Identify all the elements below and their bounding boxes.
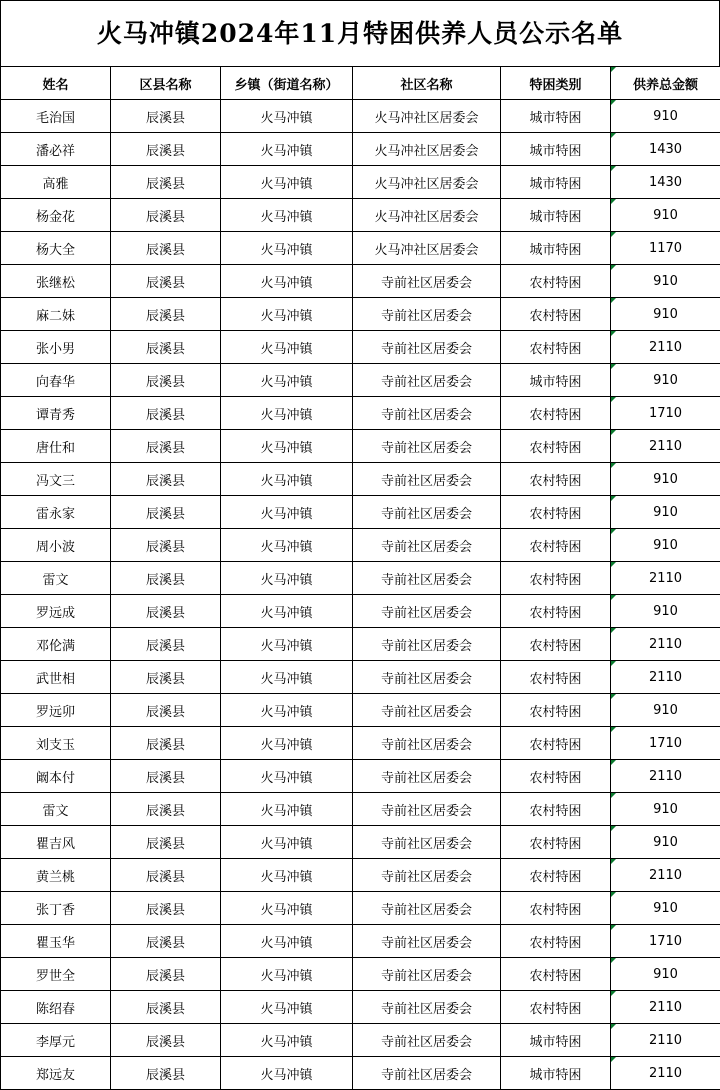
cell-category[interactable]: 农村特困 xyxy=(501,529,611,562)
cell-township[interactable]: 火马冲镇 xyxy=(221,364,353,397)
cell-name[interactable]: 雷永家 xyxy=(1,496,111,529)
table-row xyxy=(1,298,720,331)
cell-county[interactable]: 辰溪县 xyxy=(111,661,221,694)
cell-category[interactable]: 农村特困 xyxy=(501,727,611,760)
cell-community[interactable]: 火马冲社区居委会 xyxy=(353,100,501,133)
cell-name[interactable]: 阚本付 xyxy=(1,760,111,793)
cell-community[interactable]: 火马冲社区居委会 xyxy=(353,199,501,232)
cell-township[interactable]: 火马冲镇 xyxy=(221,496,353,529)
cell-county[interactable]: 辰溪县 xyxy=(111,133,221,166)
table-row xyxy=(1,133,720,166)
cell-name[interactable]: 冯文三 xyxy=(1,463,111,496)
cell-amount[interactable]: 2110 xyxy=(611,1057,720,1090)
cell-township[interactable]: 火马冲镇 xyxy=(221,265,353,298)
cell-name[interactable]: 唐仕和 xyxy=(1,430,111,463)
cell-category[interactable]: 农村特困 xyxy=(501,694,611,727)
cell-category[interactable]: 农村特困 xyxy=(501,760,611,793)
cell-category[interactable]: 农村特困 xyxy=(501,298,611,331)
cell-county[interactable]: 辰溪县 xyxy=(111,628,221,661)
table-row xyxy=(1,628,720,661)
cell-county[interactable]: 辰溪县 xyxy=(111,430,221,463)
cell-name[interactable]: 麻二妹 xyxy=(1,298,111,331)
cell-township[interactable]: 火马冲镇 xyxy=(221,331,353,364)
cell-category[interactable]: 农村特困 xyxy=(501,562,611,595)
cell-name[interactable]: 郑远友 xyxy=(1,1057,111,1090)
table-row xyxy=(1,496,720,529)
table-row xyxy=(1,331,720,364)
cell-amount[interactable]: 910 xyxy=(611,694,720,727)
cell-township[interactable]: 火马冲镇 xyxy=(221,562,353,595)
cell-name[interactable]: 罗世全 xyxy=(1,958,111,991)
cell-county[interactable]: 辰溪县 xyxy=(111,793,221,826)
cell-township[interactable]: 火马冲镇 xyxy=(221,826,353,859)
cell-name[interactable]: 罗远卯 xyxy=(1,694,111,727)
cell-category[interactable]: 农村特困 xyxy=(501,661,611,694)
cell-county[interactable]: 辰溪县 xyxy=(111,166,221,199)
table-row xyxy=(1,991,720,1024)
cell-amount[interactable]: 910 xyxy=(611,100,720,133)
cell-amount[interactable]: 1710 xyxy=(611,925,720,958)
table-header-row xyxy=(1,67,720,100)
cell-county[interactable]: 辰溪县 xyxy=(111,727,221,760)
cell-county[interactable]: 辰溪县 xyxy=(111,463,221,496)
table-row xyxy=(1,694,720,727)
table-body xyxy=(1,100,720,1090)
cell-category[interactable]: 农村特困 xyxy=(501,826,611,859)
cell-name[interactable]: 黄兰桃 xyxy=(1,859,111,892)
cell-community[interactable]: 寺前社区居委会 xyxy=(353,463,501,496)
cell-category[interactable]: 城市特困 xyxy=(501,133,611,166)
cell-name[interactable]: 刘支玉 xyxy=(1,727,111,760)
column-header-name[interactable]: 姓名 xyxy=(1,67,111,100)
cell-county[interactable]: 辰溪县 xyxy=(111,298,221,331)
cell-community[interactable]: 寺前社区居委会 xyxy=(353,760,501,793)
table-row xyxy=(1,793,720,826)
cell-category[interactable]: 农村特困 xyxy=(501,463,611,496)
table-row xyxy=(1,925,720,958)
cell-name[interactable]: 罗远成 xyxy=(1,595,111,628)
cell-name[interactable]: 杨大全 xyxy=(1,232,111,265)
cell-name[interactable]: 瞿玉华 xyxy=(1,925,111,958)
cell-name[interactable]: 武世相 xyxy=(1,661,111,694)
cell-county[interactable]: 辰溪县 xyxy=(111,529,221,562)
cell-county[interactable]: 辰溪县 xyxy=(111,859,221,892)
cell-category[interactable]: 农村特困 xyxy=(501,991,611,1024)
cell-name[interactable]: 李厚元 xyxy=(1,1024,111,1057)
cell-township[interactable]: 火马冲镇 xyxy=(221,991,353,1024)
cell-township[interactable]: 火马冲镇 xyxy=(221,397,353,430)
cell-community[interactable]: 寺前社区居委会 xyxy=(353,925,501,958)
cell-county[interactable]: 辰溪县 xyxy=(111,991,221,1024)
cell-amount[interactable]: 910 xyxy=(611,199,720,232)
cell-community[interactable]: 寺前社区居委会 xyxy=(353,661,501,694)
table-row xyxy=(1,232,720,265)
cell-amount[interactable]: 910 xyxy=(611,463,720,496)
cell-amount[interactable]: 910 xyxy=(611,265,720,298)
cell-name[interactable]: 潘必祥 xyxy=(1,133,111,166)
cell-township[interactable]: 火马冲镇 xyxy=(221,793,353,826)
cell-township[interactable]: 火马冲镇 xyxy=(221,1057,353,1090)
cell-name[interactable]: 陈绍春 xyxy=(1,991,111,1024)
cell-community[interactable]: 火马冲社区居委会 xyxy=(353,133,501,166)
cell-category[interactable]: 城市特困 xyxy=(501,199,611,232)
cell-amount[interactable]: 1710 xyxy=(611,397,720,430)
cell-township[interactable]: 火马冲镇 xyxy=(221,925,353,958)
cell-category[interactable]: 农村特困 xyxy=(501,859,611,892)
cell-community[interactable]: 寺前社区居委会 xyxy=(353,529,501,562)
cell-community[interactable]: 寺前社区居委会 xyxy=(353,826,501,859)
cell-township[interactable]: 火马冲镇 xyxy=(221,694,353,727)
table-row xyxy=(1,265,720,298)
cell-amount[interactable]: 910 xyxy=(611,892,720,925)
cell-township[interactable]: 火马冲镇 xyxy=(221,892,353,925)
table-row xyxy=(1,595,720,628)
table-row xyxy=(1,760,720,793)
cell-amount[interactable]: 910 xyxy=(611,958,720,991)
cell-category[interactable]: 城市特困 xyxy=(501,1024,611,1057)
cell-county[interactable]: 辰溪县 xyxy=(111,199,221,232)
cell-amount[interactable]: 910 xyxy=(611,496,720,529)
cell-county[interactable]: 辰溪县 xyxy=(111,958,221,991)
cell-community[interactable]: 火马冲社区居委会 xyxy=(353,166,501,199)
cell-amount[interactable]: 2110 xyxy=(611,430,720,463)
cell-name[interactable]: 瞿吉风 xyxy=(1,826,111,859)
cell-community[interactable]: 寺前社区居委会 xyxy=(353,562,501,595)
cell-community[interactable]: 寺前社区居委会 xyxy=(353,628,501,661)
cell-county[interactable]: 辰溪县 xyxy=(111,331,221,364)
table-row xyxy=(1,430,720,463)
cell-county[interactable]: 辰溪县 xyxy=(111,100,221,133)
cell-category[interactable]: 城市特困 xyxy=(501,1057,611,1090)
cell-county[interactable]: 辰溪县 xyxy=(111,1057,221,1090)
cell-township[interactable]: 火马冲镇 xyxy=(221,661,353,694)
cell-name[interactable]: 谭青秀 xyxy=(1,397,111,430)
cell-community[interactable]: 寺前社区居委会 xyxy=(353,694,501,727)
page-title: 火马冲镇2024年11月特困供养人员公示名单 xyxy=(0,0,720,66)
cell-county[interactable]: 辰溪县 xyxy=(111,826,221,859)
cell-community[interactable]: 寺前社区居委会 xyxy=(353,727,501,760)
cell-county[interactable]: 辰溪县 xyxy=(111,364,221,397)
cell-township[interactable]: 火马冲镇 xyxy=(221,166,353,199)
cell-amount[interactable]: 2110 xyxy=(611,562,720,595)
table-row xyxy=(1,397,720,430)
cell-community[interactable]: 寺前社区居委会 xyxy=(353,331,501,364)
cell-township[interactable]: 火马冲镇 xyxy=(221,727,353,760)
column-header-county[interactable]: 区县名称 xyxy=(111,67,221,100)
cell-community[interactable]: 寺前社区居委会 xyxy=(353,265,501,298)
column-header-amount[interactable]: 供养总金额 xyxy=(611,67,720,100)
cell-county[interactable]: 辰溪县 xyxy=(111,694,221,727)
cell-category[interactable]: 农村特困 xyxy=(501,958,611,991)
cell-township[interactable]: 火马冲镇 xyxy=(221,298,353,331)
cell-county[interactable]: 辰溪县 xyxy=(111,892,221,925)
table-row xyxy=(1,661,720,694)
table-row xyxy=(1,1057,720,1090)
cell-community[interactable]: 火马冲社区居委会 xyxy=(353,232,501,265)
cell-community[interactable]: 寺前社区居委会 xyxy=(353,958,501,991)
cell-name[interactable]: 毛治国 xyxy=(1,100,111,133)
cell-amount[interactable]: 1430 xyxy=(611,166,720,199)
table-row xyxy=(1,1024,720,1057)
cell-township[interactable]: 火马冲镇 xyxy=(221,100,353,133)
cell-category[interactable]: 城市特困 xyxy=(501,100,611,133)
cell-community[interactable]: 寺前社区居委会 xyxy=(353,430,501,463)
cell-township[interactable]: 火马冲镇 xyxy=(221,133,353,166)
cell-community[interactable]: 寺前社区居委会 xyxy=(353,793,501,826)
cell-amount[interactable]: 2110 xyxy=(611,331,720,364)
table-row xyxy=(1,859,720,892)
cell-county[interactable]: 辰溪县 xyxy=(111,925,221,958)
cell-township[interactable]: 火马冲镇 xyxy=(221,463,353,496)
cell-township[interactable]: 火马冲镇 xyxy=(221,199,353,232)
cell-township[interactable]: 火马冲镇 xyxy=(221,595,353,628)
cell-county[interactable]: 辰溪县 xyxy=(111,496,221,529)
cell-name[interactable]: 高雅 xyxy=(1,166,111,199)
cell-name[interactable]: 雷文 xyxy=(1,562,111,595)
cell-township[interactable]: 火马冲镇 xyxy=(221,232,353,265)
cell-amount[interactable]: 910 xyxy=(611,595,720,628)
cell-name[interactable]: 杨金花 xyxy=(1,199,111,232)
cell-township[interactable]: 火马冲镇 xyxy=(221,859,353,892)
cell-community[interactable]: 寺前社区居委会 xyxy=(353,1024,501,1057)
cell-township[interactable]: 火马冲镇 xyxy=(221,760,353,793)
cell-county[interactable]: 辰溪县 xyxy=(111,397,221,430)
cell-name[interactable]: 邓伦满 xyxy=(1,628,111,661)
cell-category[interactable]: 城市特困 xyxy=(501,232,611,265)
cell-amount[interactable]: 2110 xyxy=(611,760,720,793)
cell-township[interactable]: 火马冲镇 xyxy=(221,430,353,463)
cell-community[interactable]: 寺前社区居委会 xyxy=(353,397,501,430)
cell-category[interactable]: 农村特困 xyxy=(501,892,611,925)
cell-amount[interactable]: 2110 xyxy=(611,628,720,661)
cell-amount[interactable]: 910 xyxy=(611,298,720,331)
cell-amount[interactable]: 910 xyxy=(611,529,720,562)
cell-category[interactable]: 农村特困 xyxy=(501,925,611,958)
cell-category[interactable]: 农村特困 xyxy=(501,496,611,529)
cell-amount[interactable]: 1170 xyxy=(611,232,720,265)
cell-category[interactable]: 城市特困 xyxy=(501,166,611,199)
cell-category[interactable]: 城市特困 xyxy=(501,364,611,397)
cell-community[interactable]: 寺前社区居委会 xyxy=(353,1057,501,1090)
cell-category[interactable]: 农村特困 xyxy=(501,595,611,628)
table-row xyxy=(1,529,720,562)
cell-name[interactable]: 张继松 xyxy=(1,265,111,298)
column-header-community[interactable]: 社区名称 xyxy=(353,67,501,100)
cell-category[interactable]: 农村特困 xyxy=(501,793,611,826)
cell-category[interactable]: 农村特困 xyxy=(501,397,611,430)
cell-township[interactable]: 火马冲镇 xyxy=(221,958,353,991)
cell-county[interactable]: 辰溪县 xyxy=(111,595,221,628)
column-header-township[interactable]: 乡镇（街道名称） xyxy=(221,67,353,100)
cell-amount[interactable]: 910 xyxy=(611,364,720,397)
cell-category[interactable]: 农村特困 xyxy=(501,331,611,364)
cell-community[interactable]: 寺前社区居委会 xyxy=(353,595,501,628)
cell-name[interactable]: 向春华 xyxy=(1,364,111,397)
cell-township[interactable]: 火马冲镇 xyxy=(221,529,353,562)
cell-community[interactable]: 寺前社区居委会 xyxy=(353,496,501,529)
cell-amount[interactable]: 1430 xyxy=(611,133,720,166)
cell-community[interactable]: 寺前社区居委会 xyxy=(353,364,501,397)
column-header-category[interactable]: 特困类别 xyxy=(501,67,611,100)
table-row xyxy=(1,100,720,133)
cell-name[interactable]: 周小波 xyxy=(1,529,111,562)
cell-township[interactable]: 火马冲镇 xyxy=(221,628,353,661)
cell-name[interactable]: 雷文 xyxy=(1,793,111,826)
cell-category[interactable]: 农村特困 xyxy=(501,628,611,661)
cell-amount[interactable]: 2110 xyxy=(611,991,720,1024)
cell-category[interactable]: 农村特困 xyxy=(501,265,611,298)
cell-county[interactable]: 辰溪县 xyxy=(111,562,221,595)
cell-community[interactable]: 寺前社区居委会 xyxy=(353,859,501,892)
cell-county[interactable]: 辰溪县 xyxy=(111,760,221,793)
cell-county[interactable]: 辰溪县 xyxy=(111,232,221,265)
cell-amount[interactable]: 1710 xyxy=(611,727,720,760)
table-row xyxy=(1,199,720,232)
cell-community[interactable]: 寺前社区居委会 xyxy=(353,892,501,925)
table-row xyxy=(1,892,720,925)
table-row xyxy=(1,364,720,397)
cell-amount[interactable]: 910 xyxy=(611,826,720,859)
cell-category[interactable]: 农村特困 xyxy=(501,430,611,463)
cell-amount[interactable]: 2110 xyxy=(611,661,720,694)
recipient-table xyxy=(0,66,720,1090)
table-row xyxy=(1,166,720,199)
cell-amount[interactable]: 2110 xyxy=(611,1024,720,1057)
cell-name[interactable]: 张小男 xyxy=(1,331,111,364)
table-row xyxy=(1,727,720,760)
cell-amount[interactable]: 910 xyxy=(611,793,720,826)
cell-county[interactable]: 辰溪县 xyxy=(111,265,221,298)
table-row xyxy=(1,562,720,595)
table-row xyxy=(1,826,720,859)
cell-community[interactable]: 寺前社区居委会 xyxy=(353,991,501,1024)
cell-county[interactable]: 辰溪县 xyxy=(111,1024,221,1057)
cell-name[interactable]: 张丁香 xyxy=(1,892,111,925)
cell-amount[interactable]: 2110 xyxy=(611,859,720,892)
table-row xyxy=(1,463,720,496)
cell-township[interactable]: 火马冲镇 xyxy=(221,1024,353,1057)
table-row xyxy=(1,958,720,991)
cell-community[interactable]: 寺前社区居委会 xyxy=(353,298,501,331)
